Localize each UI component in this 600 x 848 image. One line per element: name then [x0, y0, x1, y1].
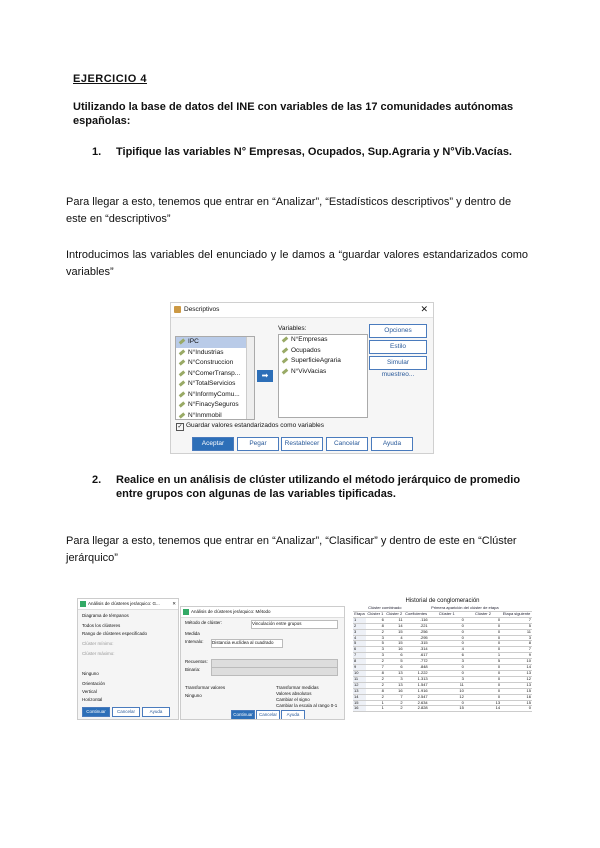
table-cell: 6 — [385, 653, 404, 659]
table-cell: 3 — [429, 659, 465, 665]
table-cell: 14 — [385, 623, 404, 629]
table-cell: 0 — [465, 665, 501, 671]
table-cell: 15 — [353, 700, 366, 706]
table-cell: 14 — [465, 706, 501, 712]
table-cell: 10 — [501, 659, 532, 665]
item-2-number: 2. — [92, 474, 102, 486]
column-header: Clúster 1 — [429, 611, 465, 617]
table-cell: 11 — [429, 682, 465, 688]
table-cell: 7 — [501, 647, 532, 653]
table-row — [353, 706, 532, 712]
item-1 — [92, 145, 532, 159]
transform-measures-label: Transformar medidas — [276, 685, 319, 690]
method-dialog-title: Análisis de clústeres jerárquico: Método — [181, 607, 344, 618]
group-header: Primera aparición del clúster de etapa — [429, 606, 501, 611]
table-cell: 13 — [385, 682, 404, 688]
column-header: Etapa — [354, 610, 365, 616]
column-header: Clúster 2 — [465, 611, 501, 617]
binary-measure-field — [211, 667, 338, 676]
horizontal-option[interactable]: Horizontal — [82, 697, 103, 702]
table-cell: 0 — [429, 641, 465, 647]
table-cell: 1 — [366, 700, 385, 706]
table-cell: 5 — [501, 623, 532, 629]
table-cell: 5 — [353, 641, 366, 647]
table-cell: 0 — [465, 623, 501, 629]
interval-option[interactable]: Intervalo: — [185, 639, 204, 644]
table-cell: 9 — [501, 653, 532, 659]
item-1-text: Tipifique las variables N° Empresas, Ocupados, Sup.Agraria y N°Vib.Vacías. — [116, 146, 512, 158]
table-cell: 1.222 — [404, 670, 429, 676]
table-cell: 0 — [465, 676, 501, 682]
method-select[interactable] — [251, 620, 338, 629]
table-cell: 2 — [385, 706, 404, 712]
table-cell: 3 — [366, 635, 385, 641]
table-cell: 0 — [429, 617, 465, 623]
table-cell: 16 — [385, 647, 404, 653]
table-cell: 2 — [366, 694, 385, 700]
source-variable-list[interactable] — [175, 336, 255, 420]
table-cell: 16 — [501, 694, 532, 700]
move-arrow-button[interactable]: ➡ — [257, 370, 273, 382]
table-cell: 7 — [353, 653, 366, 659]
table-cell: .315 — [404, 641, 429, 647]
table-cell: 0 — [465, 617, 501, 623]
dialog-title: Descriptivos — [184, 306, 220, 313]
absolute-values-checkbox[interactable]: Valores absolutos — [276, 691, 312, 696]
table-cell: .116 — [404, 617, 429, 623]
table-cell: 15 — [501, 688, 532, 694]
table-cell: 13 — [353, 688, 366, 694]
table-cell: 13 — [385, 670, 404, 676]
table-cell: 3 — [429, 676, 465, 682]
variable-item[interactable]: N°Inmmobil — [176, 411, 254, 422]
dialog-titlebar — [171, 303, 433, 318]
table-cell: 8 — [353, 659, 366, 665]
table-cell: 5 — [385, 659, 404, 665]
table-cell: 3 — [366, 653, 385, 659]
style-button[interactable]: Estilo — [369, 340, 427, 354]
continue-button[interactable]: Continuar — [231, 710, 255, 720]
variable-item[interactable]: N°ComerTransp... — [176, 369, 254, 380]
reset-button[interactable]: Restablecer — [281, 437, 323, 451]
table-cell: 8 — [366, 688, 385, 694]
intro-text: Utilizando la base de datos del INE con variables de las 17 comunidades autónomas españolas: — [73, 101, 514, 127]
variable-item[interactable]: N°Empresas — [279, 335, 367, 346]
table-cell: 3 — [501, 635, 532, 641]
table-cell: 13 — [501, 670, 532, 676]
table-cell: 3 — [385, 676, 404, 682]
table-cell: 2 — [366, 682, 385, 688]
binary-option[interactable]: Binaria: — [185, 667, 201, 672]
table-cell: .772 — [404, 659, 429, 665]
variable-item[interactable]: SuperficieAgraria — [279, 356, 367, 367]
method-label: Método de clúster: — [185, 620, 223, 625]
table-cell: 3 — [366, 647, 385, 653]
table-cell: 0 — [465, 694, 501, 700]
table-cell: 8 — [501, 641, 532, 647]
table-cell: .617 — [404, 653, 429, 659]
paragraph-2: Introducimos las variables del enunciado y le damos a “guardar valores estandarizados como variables” — [66, 249, 528, 278]
table-cell: 2 — [366, 676, 385, 682]
table-cell: 2.547 — [404, 694, 429, 700]
icicle-range-option[interactable]: Rango de clústeres especificado — [82, 631, 148, 636]
options-button[interactable]: Opciones — [369, 324, 427, 338]
table-cell: 5 — [465, 659, 501, 665]
cluster-method-dialog — [180, 606, 345, 720]
close-icon[interactable]: ✕ — [172, 601, 176, 606]
change-sign-checkbox[interactable]: Cambiar el signo — [276, 697, 310, 702]
table-cell: 2 — [366, 659, 385, 665]
variable-item[interactable]: N°Industrias — [176, 348, 254, 359]
history-table — [353, 606, 532, 712]
table-cell: 1.916 — [404, 688, 429, 694]
agglomeration-schedule — [353, 598, 532, 711]
paste-button[interactable]: Pegar — [237, 437, 279, 451]
cluster-dialog-title-text: Análisis de clústeres jerárquico: G... — [88, 601, 160, 606]
continue-button[interactable]: Continuar — [82, 707, 110, 717]
table-cell: 6 — [385, 665, 404, 671]
cancel-button[interactable]: Cancelar — [256, 710, 280, 720]
table-cell: 0 — [429, 635, 465, 641]
table-cell: 0 — [465, 641, 501, 647]
table-cell: 13 — [465, 700, 501, 706]
table-cell: 0 — [465, 670, 501, 676]
interval-value: Distancia euclídea al cuadrado — [212, 640, 274, 645]
table-cell: 0 — [429, 665, 465, 671]
table-cell: 0 — [429, 623, 465, 629]
help-button[interactable]: Ayuda — [281, 710, 305, 720]
table-cell: 8 — [366, 623, 385, 629]
table-cell: 10 — [429, 688, 465, 694]
start-cluster-label: Clúster mínimo: — [82, 641, 114, 646]
table-cell: 0 — [465, 647, 501, 653]
variable-item[interactable]: N°Construccion — [176, 358, 254, 369]
table-cell: 4 — [385, 635, 404, 641]
table-cell: .848 — [404, 665, 429, 671]
help-button[interactable]: Ayuda — [371, 437, 413, 451]
column-header: Clúster 1 — [367, 610, 384, 616]
table-cell: 12 — [501, 676, 532, 682]
cluster-dialog-title — [78, 599, 178, 610]
table-cell: 1 — [353, 617, 366, 623]
table-cell: 5 — [366, 641, 385, 647]
table-cell: 1 — [465, 653, 501, 659]
accept-button[interactable]: Aceptar — [192, 437, 234, 451]
cluster-plots-dialog — [77, 598, 179, 720]
variable-item[interactable]: Ocupados — [279, 346, 367, 357]
dendrogram-checkbox[interactable]: Diagrama de témpanos — [82, 613, 129, 618]
transform-standardize: Ninguno — [185, 693, 202, 698]
cancel-button[interactable]: Cancelar — [112, 707, 140, 717]
item-2-text: Realice en un análisis de clúster utilizando el método jerárquico de promedio entre grupos con algunas de las variables tipificadas. — [116, 474, 521, 500]
table-cell: 7 — [366, 665, 385, 671]
variable-item[interactable]: N°VivVacias — [279, 367, 367, 378]
table-cell: 1 — [366, 706, 385, 712]
table-cell: 0 — [465, 635, 501, 641]
table-cell: 11 — [501, 629, 532, 635]
table-cell: 0 — [429, 700, 465, 706]
table-cell: 11 — [385, 617, 404, 623]
selected-variable-list[interactable] — [278, 334, 368, 418]
list-scrollbar[interactable] — [246, 337, 254, 419]
table-cell: 15 — [501, 700, 532, 706]
orientation-label: Orientación — [82, 681, 106, 686]
column-header: Clúster 2 — [386, 610, 403, 616]
table-cell: .314 — [404, 647, 429, 653]
table-cell: 4 — [429, 647, 465, 653]
interval-measure-select[interactable] — [211, 639, 283, 648]
variables-label: Variables: — [278, 325, 307, 332]
measure-label: Medida — [185, 631, 200, 636]
column-header: Etapa siguiente — [502, 610, 531, 616]
variable-item[interactable]: N°FinacySeguros — [176, 400, 254, 411]
app-icon — [174, 306, 181, 313]
table-cell: 16 — [353, 706, 366, 712]
table-cell: 1.547 — [404, 682, 429, 688]
table-cell: 15 — [385, 641, 404, 647]
table-cell: 6 — [366, 617, 385, 623]
table-cell: 13 — [501, 682, 532, 688]
save-standardized-checkbox[interactable] — [176, 422, 324, 431]
table-cell: 11 — [353, 676, 366, 682]
table-cell: 7 — [385, 694, 404, 700]
icicle-none-option[interactable]: Ninguno — [82, 671, 99, 676]
table-cell: 0 — [429, 629, 465, 635]
table-cell: 2 — [385, 700, 404, 706]
table-cell: 3 — [353, 629, 366, 635]
table-cell: 12 — [353, 682, 366, 688]
variable-item[interactable]: N°InformyComu... — [176, 390, 254, 401]
vertical-option[interactable]: Vertical — [82, 689, 97, 694]
checkbox-label: Guardar valores estandarizados como variables — [186, 422, 325, 429]
table-cell: .256 — [404, 629, 429, 635]
table-cell: 14 — [501, 665, 532, 671]
table-title: Historial de conglomeración — [405, 598, 480, 604]
table-cell: 14 — [353, 694, 366, 700]
variable-item[interactable]: N°TotalServicios — [176, 379, 254, 390]
exercise-heading: EJERCICIO 4 — [73, 73, 147, 85]
table-cell: .221 — [404, 623, 429, 629]
table-cell: 4 — [353, 635, 366, 641]
table-cell: 0 — [465, 629, 501, 635]
check-icon: ✓ — [177, 424, 183, 430]
table-cell: 16 — [385, 688, 404, 694]
icicle-all-option[interactable]: Todos los clústeres — [82, 623, 121, 628]
paragraph-3: Para llegar a esto, tenemos que entrar en “Analizar”, “Clasificar” y dentro de este en “Clúster jerárquico” — [66, 535, 517, 564]
table-cell: 10 — [353, 670, 366, 676]
table-cell: 8 — [366, 670, 385, 676]
table-cell: 2.634 — [404, 700, 429, 706]
table-cell: 0 — [465, 688, 501, 694]
stop-cluster-label: Clúster máximo: — [82, 651, 115, 656]
bootstrap-button[interactable]: Simular muestreo... — [369, 356, 427, 370]
counts-option[interactable]: Recuentos: — [185, 659, 208, 664]
descriptivos-dialog — [170, 302, 434, 454]
paragraph-1: Para llegar a esto, tenemos que entrar en “Analizar”, “Estadísticos descriptivos” y dentro de este en “descriptivos” — [66, 196, 512, 225]
item-1-number: 1. — [92, 146, 102, 158]
table-cell: 2 — [366, 629, 385, 635]
table-cell: 0 — [501, 706, 532, 712]
table-cell: 0 — [465, 682, 501, 688]
column-header: Coeficientes — [405, 610, 428, 616]
table-cell: 6 — [353, 647, 366, 653]
table-cell: 12 — [429, 694, 465, 700]
rescale-checkbox[interactable]: Cambiar la escala al rango 0-1 — [276, 703, 338, 708]
transform-values-label: Transformar valores — [185, 685, 226, 690]
table-cell: 2.828 — [404, 706, 429, 712]
table-cell: .295 — [404, 635, 429, 641]
table-cell: 2 — [353, 623, 366, 629]
table-cell: 15 — [385, 629, 404, 635]
method-value: Vinculación entre grupos — [252, 621, 302, 626]
cancel-button[interactable]: Cancelar — [326, 437, 368, 451]
table-cell: 9 — [353, 665, 366, 671]
table-cell: 1.313 — [404, 676, 429, 682]
group-header: Clúster combinado — [366, 606, 404, 611]
help-button[interactable]: Ayuda — [142, 707, 170, 717]
table-cell: 6 — [429, 653, 465, 659]
item-2 — [92, 473, 532, 501]
table-cell: 7 — [501, 617, 532, 623]
table-cell: 15 — [429, 706, 465, 712]
table-cell: 0 — [429, 670, 465, 676]
close-icon[interactable]: ✕ — [420, 304, 428, 314]
variable-item[interactable]: IPC — [176, 337, 254, 348]
